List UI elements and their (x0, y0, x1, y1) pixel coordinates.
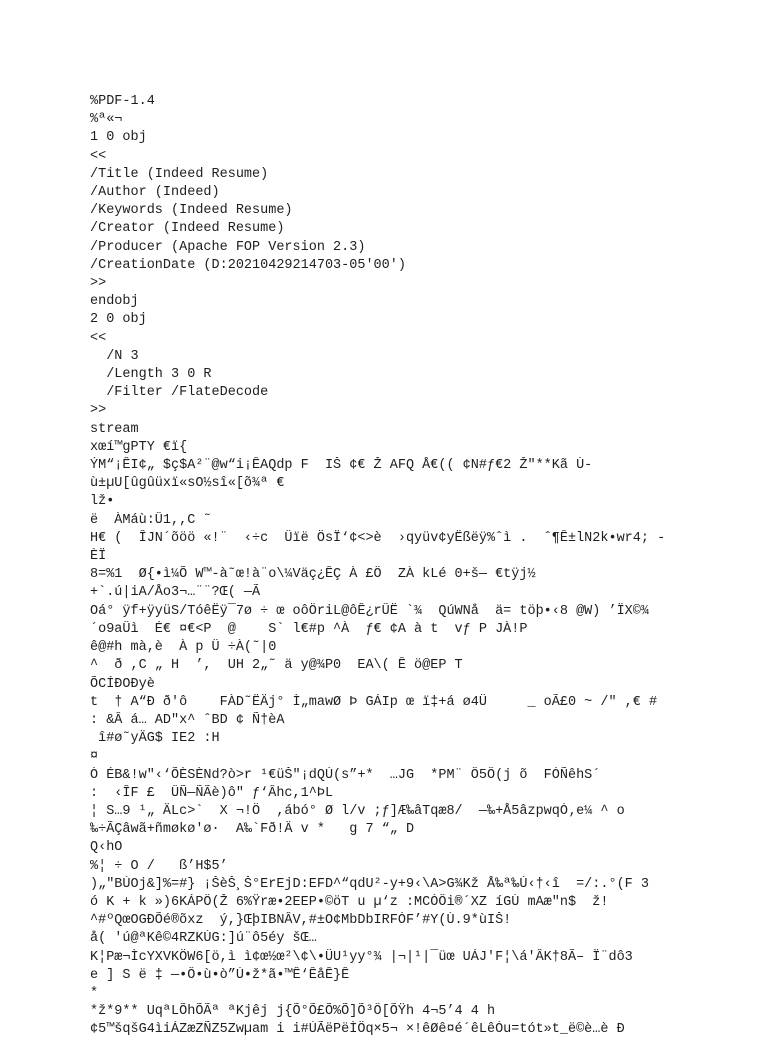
text-line: /CreationDate (D:20210429214703-05'00') (90, 257, 406, 273)
text-line: Q‹hO (90, 840, 123, 856)
text-line: %ª«¬ (90, 112, 123, 128)
text-line: /Filter /FlateDecode (90, 385, 269, 401)
text-line: 8=%1 Ø{•ì¼Õ W™-à˜œ!à¨o\¼Väç¿ÊÇ À £Ö ZÀ kLé 0+š— €tÿj½ (90, 567, 536, 583)
text-line: Ò ÉB&!w"‹‘ÕÈSÈNd?ò>r ¹€üŠ"¡dQÚ(s”+* …JG *PM¨ Ô5Ô(j õ FÓÑêhS´ (90, 767, 601, 783)
text-line: : ‹ÎF £ ÛÑ—ÑÃè)ô" ƒ‘Âhc,1^ÞL (90, 785, 334, 801)
text-line: ¦ S…9 ¹„ ÄLc>` X ¬!Ö ,ábó° Ø l/v ;ƒ]Æ‰âTqæ8/ —‰+Å5âzpwqÓ‚e¼ ^ o (90, 803, 625, 819)
text-line: %¦ ÷ O / ß’H$5’ (90, 858, 228, 874)
text-line: stream (90, 421, 139, 437)
text-line: ë ÀMáù:Û1,,C ˜ (90, 512, 212, 528)
text-line: lž• (90, 494, 115, 510)
text-line: /Length 3 0 R (90, 367, 212, 383)
raw-pdf-text (90, 93, 690, 1040)
text-line: ^ ð ,C „ H ’, UH 2„˜ ä y@¾P0 EA\( Ê ö@EP T (90, 658, 463, 674)
text-line: << (90, 330, 107, 346)
text-line: ‰÷ÃÇâwã+ñmøkø'ø· A‰`Fð!Ä v * g 7 “„ D (90, 822, 415, 838)
text-line: /Producer (Apache FOP Version 2.3) (90, 239, 366, 255)
text-line: : &Â á… AD"x^ ˆBD ¢ Ñ†èA (90, 712, 285, 728)
text-line: /Title (Indeed Resume) (90, 166, 269, 182)
text-line: ^#ºQœOGÐÕé®õxz ý,}ŒþIBNÂV,#±O¢MbDbIRFÓF’#Y(Ù.9*ùIŠ! (90, 913, 512, 929)
text-line: %PDF-1.4 (90, 94, 155, 109)
text-line: +`.ú|iA/Åo3¬…¨¨?Œ( —Ã (90, 585, 261, 601)
text-line: /Keywords (Indeed Resume) (90, 203, 293, 219)
text-line: endobj (90, 294, 139, 310)
text-line: ÝM“¡ÊI¢„ $ç$A²¨@w“i¡ÊAQdp F IŠ ¢€ Ž AFQ Å€(( ¢N#ƒ€2 Ž"**Kã Ù- (90, 458, 593, 474)
text-line: ´o9aÛì É€ ¤€<P @ S` l€#p ^À ƒ€ ¢A à t vƒ P JÀ!P (90, 621, 528, 637)
text-line: *ž*9** UqªLÕhÕÃª ªKjêj j{Õ°Õ£Õ%Õ]Õ³Ô[ÕŸh 4¬5’4 4 h (90, 1004, 496, 1020)
text-line: /Author (Indeed) (90, 185, 220, 201)
text-line: >> (90, 403, 107, 419)
text-line: ù±µU[ûgûüxï«sO½sî«[õ¾ª € (90, 476, 285, 492)
text-line: ó K + k »)6KÁPÖ(Ž 6%Ÿræ•2EEP•©öT u µ‘z :MCÓÔi®´XZ íGÙ mAæ"n$ ž! (90, 894, 609, 910)
text-line: 2 0 obj (90, 312, 147, 328)
text-line: << (90, 148, 107, 164)
text-line: t † A“Ð ð'ô FÀD˜ËÄj° Ì„mawØ Þ GÁIp œ ï‡+á ø4Ü _ oÃ£0 ~ /" ,€ # (90, 694, 658, 710)
text-line: * (90, 985, 99, 1001)
text-line: 1 0 obj (90, 130, 147, 146)
text-line: /N 3 (90, 348, 139, 364)
text-line: î#ø˜yÄG$ IE2 :H (90, 731, 220, 747)
text-line: e ] S ë ‡ —•Ô•ù•ò”Ú•ž*ã•™Ê‘ÊåÊ}Ê (90, 967, 350, 983)
text-line: /Creator (Indeed Resume) (90, 221, 285, 237)
text-line: Oá° ÿf+ÿyüS/TóêËÿ¯7ø ÷ œ oôÖriL@ôÊ¿rÛË `¾ QúWNå ä= töþ•‹8 @W) ’ÏX©¾ (90, 603, 649, 619)
text-line: ÕCÍÐOÐyè (90, 676, 155, 692)
text-line: xœí™gPTY €ï{ (90, 439, 188, 455)
text-line: ÈÏ (90, 549, 107, 565)
text-line: ¤ (90, 749, 99, 765)
text-line: ¢5™šqšG4ìiÁZæZÑZ5Zwµam i i#ÚÃëPëÌÖq×5¬ ×!êØê¤é´êLêÓu=tót»t_ë©è…è Ð (90, 1022, 625, 1038)
text-line: )„"BÚOj&]%=#} ¡ŠèŠ¸Š°ErEjD:EFD^“qdU²-y+9‹\A>G¾Kž Å‰ª‰Ú‹†‹î =/:.°(F 3 (90, 876, 649, 892)
text-line: ê@#h mà,è À p Ü ÷À(˜|0 (90, 640, 277, 656)
text-line: å( 'ú@ªKê©4RZKÚG:]ú¨ô5éy šŒ… (90, 931, 317, 947)
text-line: >> (90, 276, 107, 292)
text-line: H€ ( ÎJN´õöö «!¨ ‹÷c Üïë ÖsÏ‘¢<>è ›qyüv¢yËßëÿ%ˆì . ˆ¶Ê±lN2k•wr4; - (90, 530, 666, 546)
text-line: K¦Pæ¬ÌcYXVKÖW6[ö,ì ì¢œ½œ²\¢\•ÜU¹yy°¾ |¬|¹|¯üœ UÁJ'F¦\á'ÂK†8Ã– Ï¨dô3 (90, 949, 633, 965)
